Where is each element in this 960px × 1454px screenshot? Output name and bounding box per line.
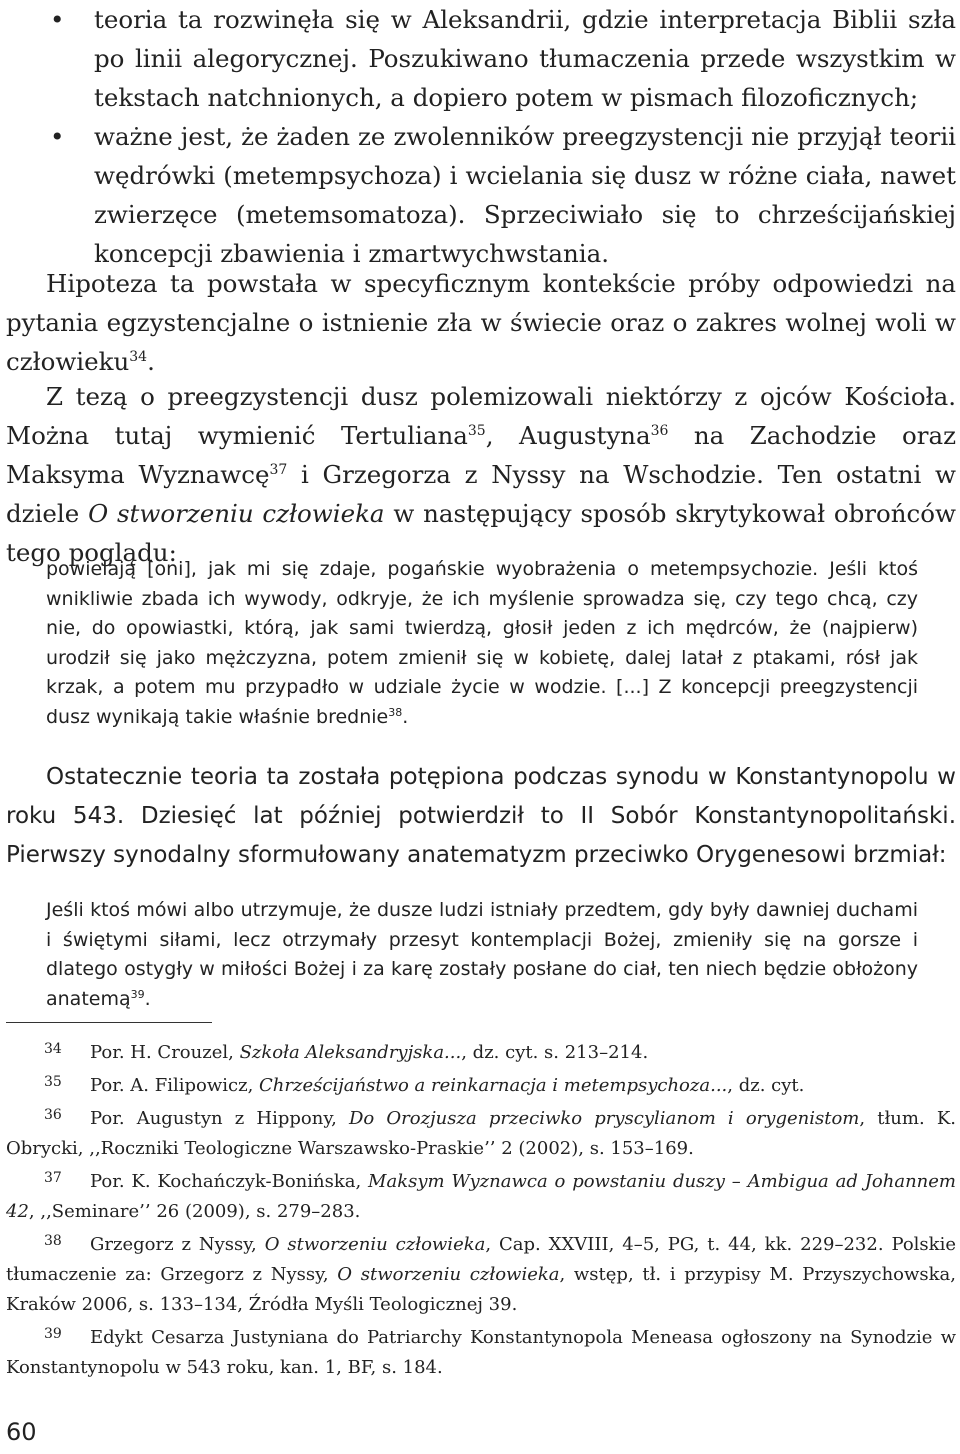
paragraph-text: , Augustyna: [485, 421, 651, 450]
bullet-text: ważne jest, że żaden ze zwolenników preegzystencji nie przyjął teorii wędrówki (metempsychoza) i wcielania się dusz w różne ciała, nawet zwierzęce (metemsomatoza). Sprzeciwiało się to chrześcijańskiej koncepcji zbawienia i zmartwychwstania.: [94, 122, 956, 268]
paragraph-text: Ostatecznie teoria ta została potępiona podczas synodu w Konstantynopolu w roku 543. Dziesięć lat później potwierdził to II Sobór Konstantynopolitański. Pierwszy synodalny sformułowany anatematyzm przeciwko Orygenesowi brzmiał:: [6, 764, 956, 868]
block-quote-anathema: [46, 896, 918, 1014]
footnote: 38 Grzegorz z Nyssy, O stworzeniu człowieka, Cap. XXVIII, 4–5, PG, t. 44, kk. 229–232. Polskie tłumaczenie za: Grzegorz z Nyssy, O stworzeniu człowieka, wstęp, tł. i przypisy M. Przyszychowska, Kraków 2006, s. 133–134, Źródła Myśli Teologicznej 39.: [6, 1233, 956, 1315]
paragraph-text: na Zachodzie oraz Maksyma Wyznawcę: [6, 421, 956, 489]
bullet-item: [6, 117, 956, 273]
paragraph-text: Z tezą o preegzystencji dusz polemizowali niektórzy z ojców Kościoła. Można tutaj wymienić Tertuliana: [6, 382, 956, 450]
footnotes: [6, 1038, 956, 1386]
bullet-list: [6, 0, 956, 273]
footnote-ref: 35: [467, 423, 486, 439]
paragraph-text: Hipoteza ta powstała w specyficznym kontekście próby odpowiedzi na pytania egzystencjalne o istnienie zła w świecie oraz o zakres wolnej woli w człowieku: [6, 269, 956, 376]
footnote-text: , dz. cyt. s. 213–214.: [461, 1042, 649, 1063]
paragraph-end: .: [147, 347, 155, 376]
footnote-ref: 38: [388, 705, 403, 719]
quote-end: .: [402, 705, 409, 728]
footnote-title: O stworzeniu człowieka: [337, 1264, 560, 1285]
footnote: 37 Por. K. Kochańczyk-Bonińska, Maksym Wyznawca o powstaniu duszy – Ambigua ad Johannem 42, ,,Seminare’’ 26 (2009), s. 279–283.: [6, 1170, 956, 1222]
quote-text: Jeśli ktoś mówi albo utrzymuje, że dusze ludzi istniały przedtem, gdy były dawniej duchami i świętymi siłami, lecz otrzymały przesyt kontemplacji Bożej, zmieniły się na gorsze i dlatego ostygły w miłości Bożej i za karę zostały posłane do ciał, ten niech będzie obłożony anatemą: [46, 899, 918, 1010]
footnote-text: Edykt Cesarza Justyniana do Patriarchy Konstantynopola Meneasa ogłoszony na Synodzie w Konstantynopolu w 543 roku, kan. 1, BF, s. 184.: [6, 1327, 956, 1378]
footnote-title: Chrześcijaństwo a reinkarnacja i metempsychoza...: [259, 1075, 728, 1096]
footnote-text: Por. A. Filipowicz,: [90, 1075, 260, 1096]
bullet-item: [6, 0, 956, 117]
footnote-text: , Cap. XXVIII, 4–5, PG, t. 44, kk. 229–232. Polskie tłumaczenie za: Grzegorz z Nyssy,: [6, 1234, 956, 1285]
paragraph-fathers: [6, 377, 956, 572]
page-number: 60: [6, 1418, 37, 1446]
footnote-ref: 34: [129, 349, 148, 365]
footnote: 36 Por. Augustyn z Hippony, Do Orozjusza przeciwko pryscylianom i orygenistom, tłum. K. Obrycki, ,,Roczniki Teologiczne Warszawsko-Praskie’’ 2 (2002), s. 153–169.: [6, 1107, 956, 1159]
footnote: 35 Por. A. Filipowicz, Chrześcijaństwo a reinkarnacja i metempsychoza..., dz. cyt.: [44, 1074, 805, 1096]
quote-text: powielają [oni], jak mi się zdaje, pogańskie wyobrażenia o metempsychozie. Jeśli ktoś wnikliwie zbada ich wywody, odkryje, że ich myślenie sprowadza się, czy tego chcą, czy nie, do opowiastki, którą, jak sami twierdzą, głosił jeden z ich mędrców, że (najpierw) urodził się jako mężczyzna, potem zmienił się w kobietę, dalej latał z ptakami, rósł jak krzak, a potem mu przypadło w udziale życie w wodzie. [...] Z koncepcji preegzystencji dusz wynikają takie właśnie brednie: [46, 558, 918, 728]
footnote-text: , tłum. K. Obrycki, ,,Roczniki Teologiczne Warszawsko-Praskie’’ 2 (2002), s. 153–169.: [6, 1108, 956, 1159]
work-title: O stworzeniu człowieka: [88, 499, 385, 528]
footnote-text: , dz. cyt.: [727, 1075, 805, 1096]
paragraph-text: i Grzegorza z Nyssy na Wschodzie. Ten ostatni w dziele: [6, 460, 956, 528]
footnote: 34 Por. H. Crouzel, Szkoła Aleksandryjska..., dz. cyt. s. 213–214.: [44, 1041, 649, 1063]
footnote-ref: 36: [650, 423, 669, 439]
footnote-text: Grzegorz z Nyssy,: [90, 1234, 265, 1255]
footnote-title: Szkoła Aleksandryjska...: [239, 1042, 462, 1063]
footnote-text: Por. K. Kochańczyk-Bonińska,: [90, 1171, 369, 1192]
footnote-text: Por. Augustyn z Hippony,: [90, 1108, 349, 1129]
footnote-text: , wstęp, tł. i przypisy M. Przyszychowska, Kraków 2006, s. 133–134, Źródła Myśli Teologicznej 39.: [6, 1264, 956, 1315]
footnote-ref: 37: [269, 462, 288, 478]
footnote-ref: 39: [130, 987, 145, 1001]
footnote-title: Do Orozjusza przeciwko pryscylianom i orygenistom: [349, 1108, 860, 1129]
bullet-marker: •: [50, 122, 65, 151]
paragraph-condemnation: [6, 758, 956, 875]
block-quote-gregory: [46, 555, 918, 732]
footnote-text: , ,,Seminare’’ 26 (2009), s. 279–283.: [28, 1201, 361, 1222]
paragraph-hypothesis: [6, 264, 956, 381]
quote-end: .: [144, 987, 151, 1010]
bullet-marker: •: [50, 5, 65, 34]
footnote-separator: [6, 1022, 212, 1023]
footnote-text: Por. H. Crouzel,: [90, 1042, 240, 1063]
footnote-title: Maksym Wyznawca o powstaniu duszy – Ambigua ad Johannem 42: [6, 1171, 956, 1222]
bullet-text: teoria ta rozwinęła się w Aleksandrii, gdzie interpretacja Biblii szła po linii alegorycznej. Poszukiwano tłumaczenia przede wszystkim w tekstach natchnionych, a dopiero potem w pismach filozoficznych;: [94, 5, 956, 112]
footnote: 39 Edykt Cesarza Justyniana do Patriarchy Konstantynopola Meneasa ogłoszony na Synodzie w Konstantynopolu w 543 roku, kan. 1, BF, s. 184.: [6, 1326, 956, 1378]
paragraph-text: w następujący sposób skrytykował obrońców tego poglądu:: [6, 499, 956, 567]
footnote-title: O stworzeniu człowieka: [264, 1234, 486, 1255]
